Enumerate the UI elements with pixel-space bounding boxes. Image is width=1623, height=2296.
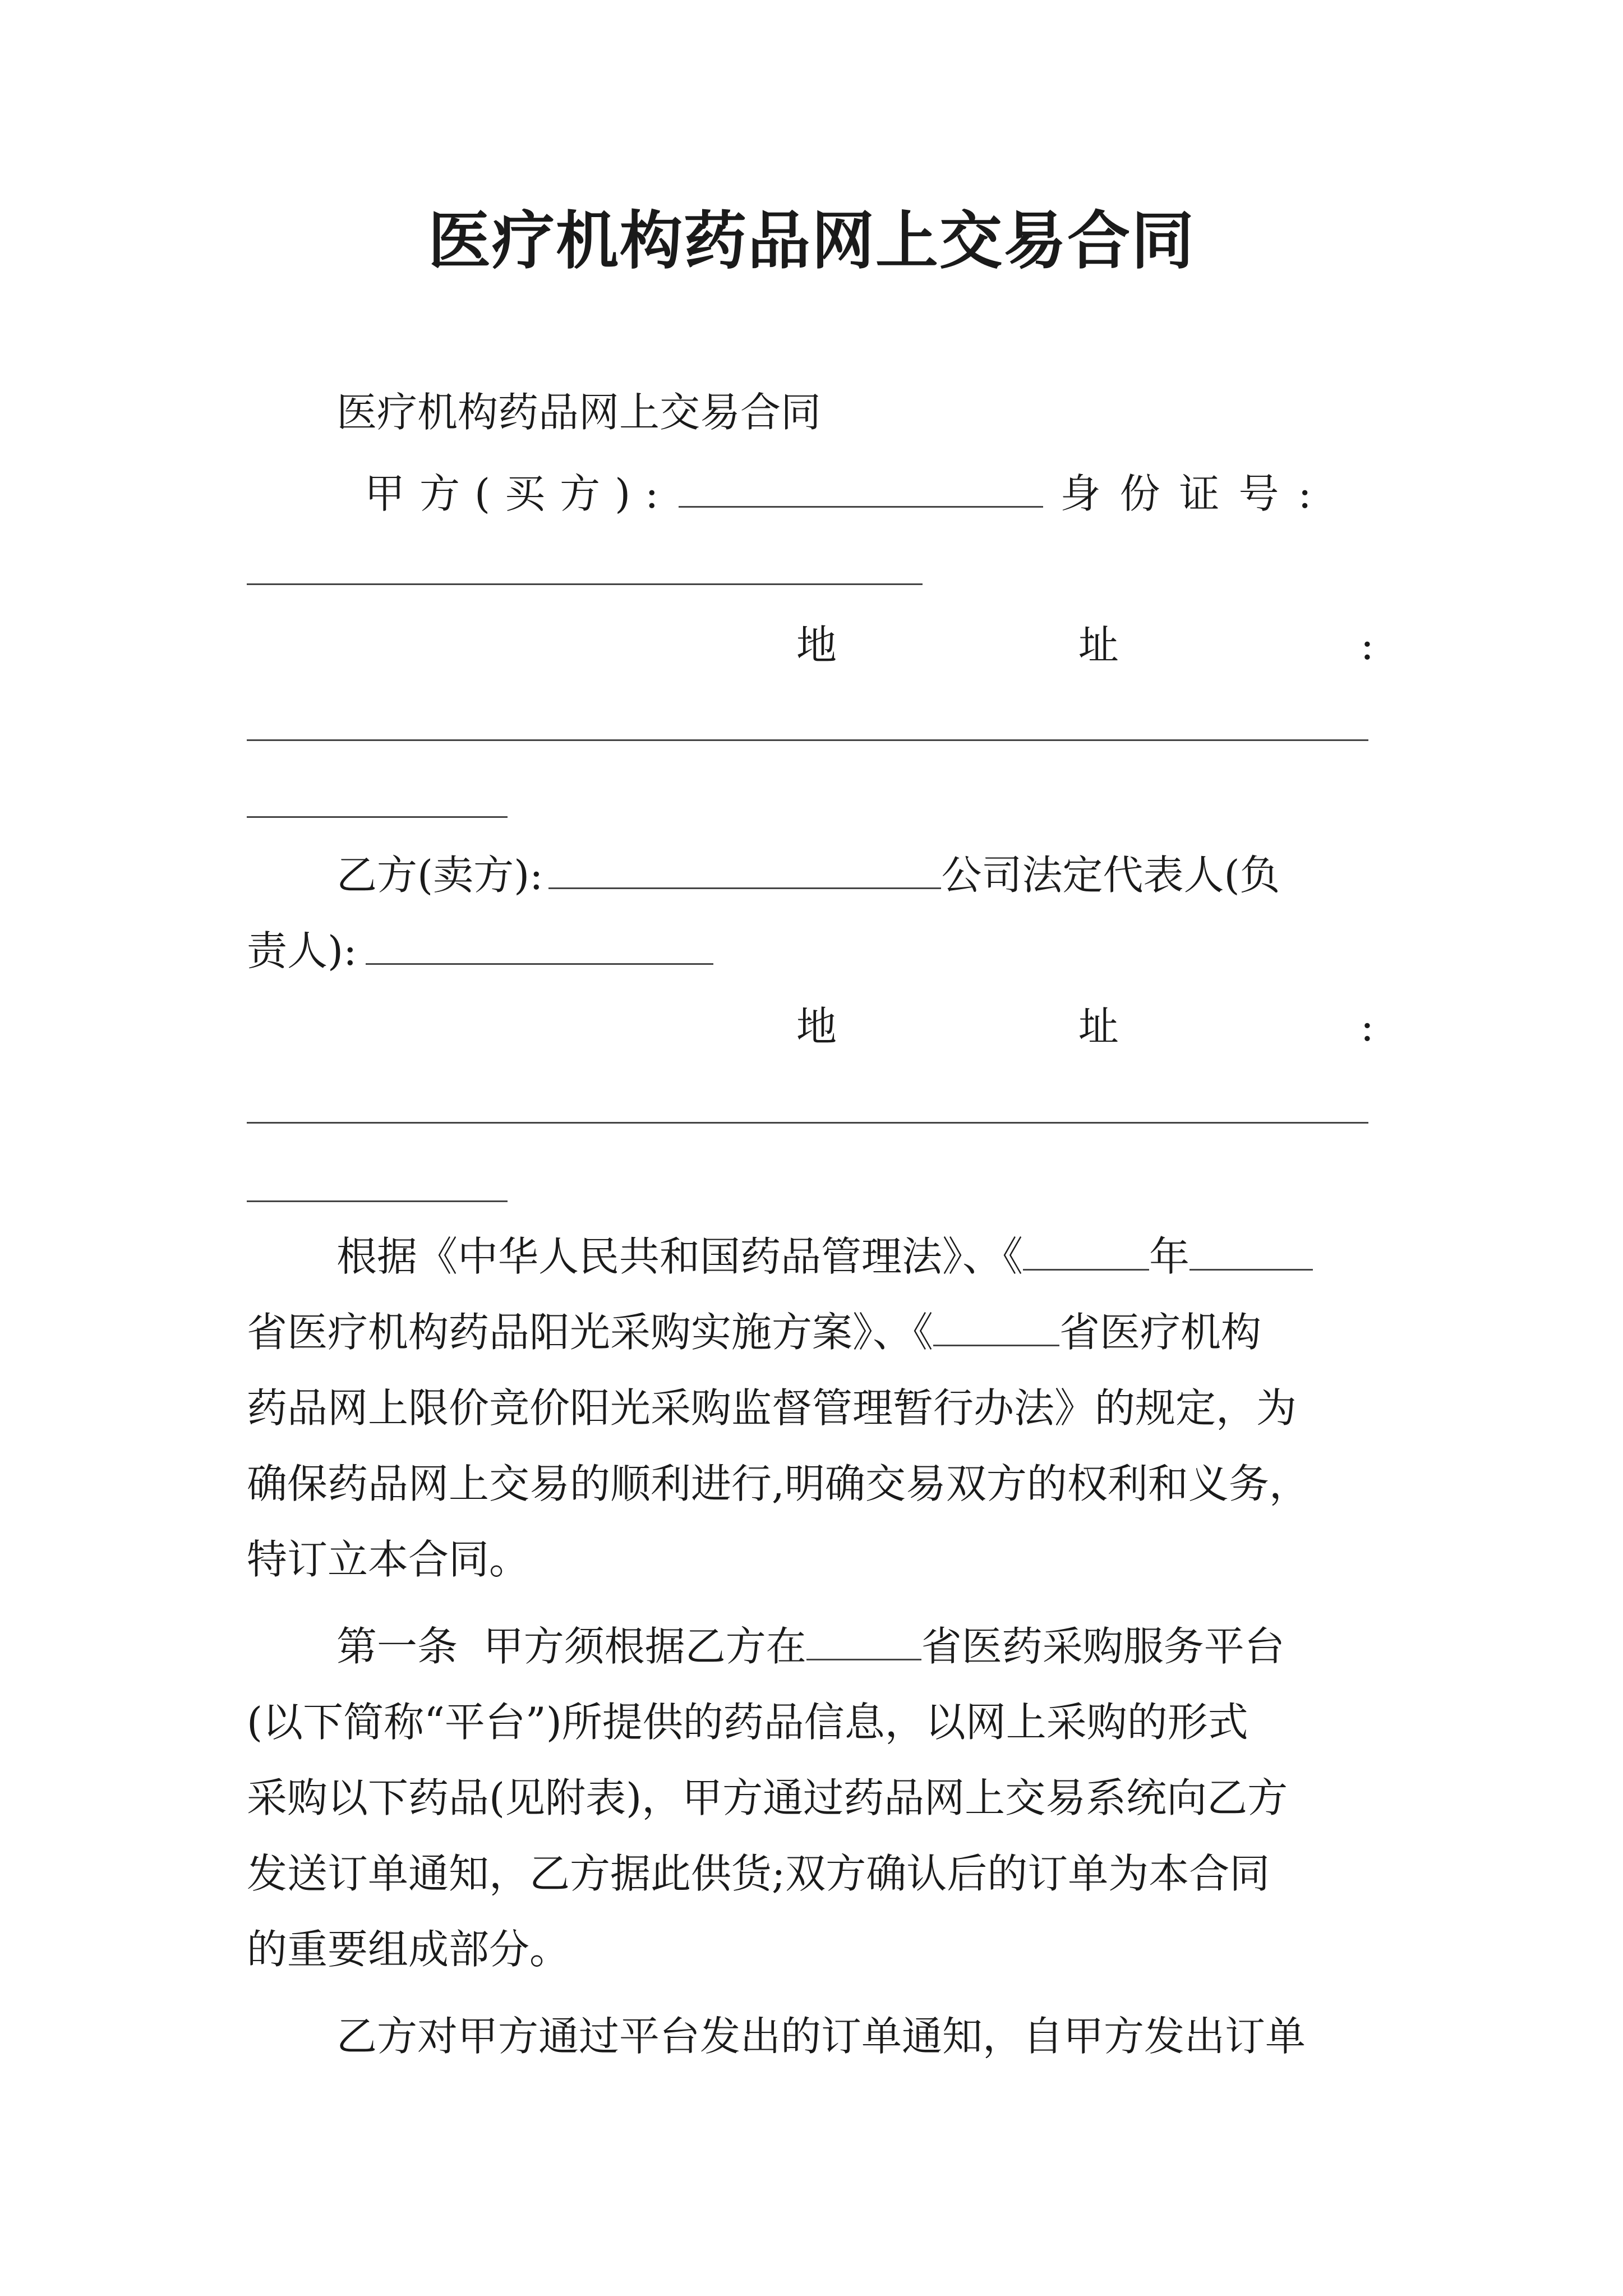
paragraph-text: 年 — [1149, 1233, 1190, 1280]
party-a-id-field[interactable] — [247, 583, 923, 585]
paragraph-text: 省医药采购服务平台 — [921, 1623, 1285, 1670]
party-b-address-field[interactable] — [247, 1122, 1368, 1124]
paragraph-2-line-1 — [336, 1618, 1469, 1674]
paragraph-1-line-1 — [336, 1228, 1469, 1285]
paragraph-1-line-2 — [247, 1304, 1380, 1360]
paragraph-2-line-5: 的重要组成部分。 — [247, 1926, 570, 1973]
party-a-label: 甲方(买方): — [365, 470, 674, 517]
party-a-name-field[interactable] — [679, 472, 1043, 508]
party-b-address-field-cont[interactable] — [247, 1200, 508, 1202]
paragraph-1-line-4: 确保药品网上交易的顺利进行,明确交易双方的权利和义务， — [247, 1460, 1310, 1507]
party-a-address-field-cont[interactable] — [247, 816, 508, 818]
paragraph-text: 省医疗机构药品阳光采购实施方案》、《 — [247, 1309, 934, 1356]
paragraph-2-line-2: (以下简称“平台”)所提供的药品信息，以网上采购的形式 — [247, 1699, 1248, 1746]
party-a-address-line — [796, 617, 1374, 673]
document-title: 医疗机构药品网上交易合同 — [428, 204, 1195, 278]
paragraph-1-line-5: 特订立本合同。 — [247, 1536, 530, 1583]
party-b-name-field[interactable] — [548, 854, 941, 889]
party-a-id-label: 身份证号: — [1060, 470, 1331, 517]
address-char: : — [1360, 622, 1374, 669]
address-char: 地 — [796, 622, 837, 669]
paragraph-3-line-1: 乙方对甲方通过平台发出的订单通知，自甲方发出订单 — [336, 2013, 1306, 2060]
address-char: 址 — [1078, 622, 1119, 669]
province-field-3[interactable] — [806, 1626, 921, 1660]
subtitle: 医疗机构药品网上交易合同 — [336, 389, 822, 436]
province-field[interactable] — [1189, 1236, 1313, 1271]
province-field-2[interactable] — [933, 1312, 1059, 1346]
party-b-rep-label-cont: 责人): — [247, 927, 357, 974]
party-b-line-2 — [247, 923, 1380, 979]
party-b-rep-label: 公司法定代表人(负 — [941, 852, 1280, 899]
party-b-label: 乙方(卖方): — [336, 852, 543, 899]
paragraph-2-line-3: 采购以下药品(见附表)，甲方通过药品网上交易系统向乙方 — [247, 1774, 1288, 1821]
party-a-line — [365, 466, 1380, 522]
address-char: 址 — [1078, 1003, 1119, 1050]
paragraph-1-line-3: 药品网上限价竞价阳光采购监督管理暂行办法》的规定，为 — [247, 1384, 1297, 1432]
paragraph-2-line-4: 发送订单通知，乙方据此供货;双方确认后的订单为本合同 — [247, 1850, 1270, 1897]
address-char: : — [1360, 1003, 1374, 1050]
year-field[interactable] — [1023, 1236, 1149, 1271]
address-char: 地 — [796, 1003, 837, 1050]
party-a-address-field[interactable] — [247, 739, 1368, 741]
party-b-address-line — [796, 999, 1374, 1055]
paragraph-text: 根据《中华人民共和国药品管理法》、《 — [336, 1233, 1023, 1280]
paragraph-text: 省医疗机构 — [1059, 1309, 1262, 1356]
party-b-rep-field[interactable] — [366, 930, 713, 965]
party-b-line — [336, 847, 1380, 903]
paragraph-text: 第一条 甲方须根据乙方在 — [336, 1623, 806, 1670]
